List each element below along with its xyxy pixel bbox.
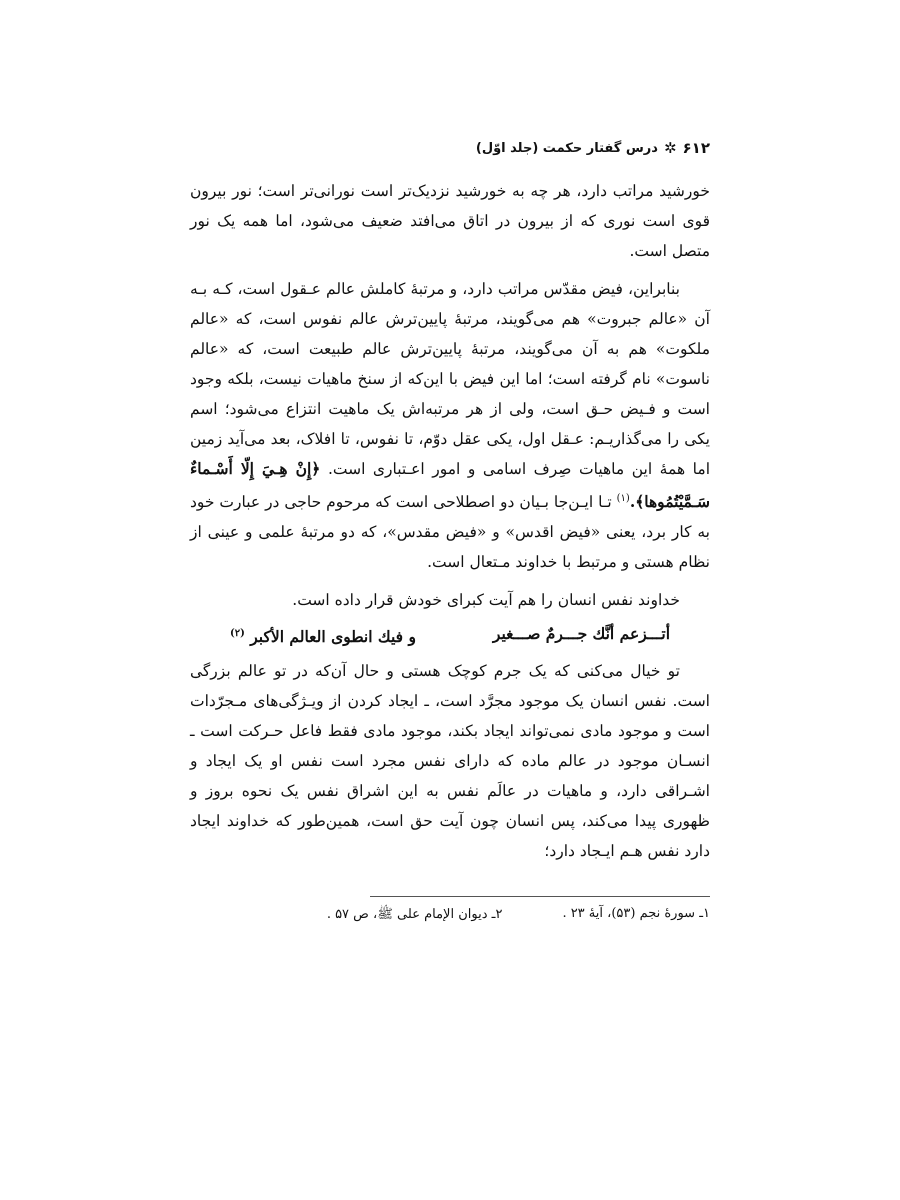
poem-hemistich-left-wrap: [230, 619, 416, 652]
poem-hemistich-right: أتـــزعم أنَّك جـــرمٌ صـــغير: [492, 624, 670, 644]
paragraph-2: [190, 274, 710, 577]
footnotes: [280, 906, 710, 925]
running-header: [475, 136, 710, 160]
poem-hemistich-left: و فيك انطوى العالم الأكبر: [250, 627, 416, 647]
book-title: درس گفتار حکمت (جلد اوّل): [475, 140, 658, 156]
footnote-1: ۱ـ سورهٔ نجم (۵۳)، آیهٔ ۲۳ .: [562, 906, 710, 921]
paragraph-4: تو خیال می‌کنی که یک جرم کوچک هستی و حال آن‌که در تو عالم بزرگی است. نفس انسان یک موجود مجرَّد است، ـ ایجاد کردن از ویـژگی‌های مـجرّدات است و موجود مادی نمی‌تواند ایجاد بکند، موجود مادی فقط فاعل حـرکت است ـ انسـان موجود در عالم ماده که دارای نفس مجرد است نفس او یک ایجاد و اشـراقی دارد، و ماهیات در عالَم نفس به این اشراق نفس یک نحوه بروز و ظهوری پیدا می‌کند، پس انسان چون آیت حق است، همین‌طور که خداوند ایجاد دارد نفس هـم ایـجاد دارد؛: [190, 662, 710, 861]
body-text: [190, 176, 710, 866]
quran-verse: ﴿إِنْ هِـيَ إِلّا أَسْـماءٌ سَـمَّيْتُمُوها﴾.: [190, 459, 710, 512]
page-number: ۶۱۲: [682, 139, 710, 157]
paragraph-2-text-a: بنابراین، فیض مقدّس مراتب دارد، و مرتبهٔ کاملش عالم عـقول است، کـه بـه آن «عالم جبروت» هم می‌گویند، مرتبهٔ پایین‌ترش عالم نفوس است، که «عالم ملکوت» هم به آن می‌گویند، مرتبهٔ پایین‌ترش عالم طبیعت است، که «عالم ناسوت» نام گرفته است؛ اما این فیض با این‌که از سنخ ماهیات نیست، بلکه وجود است و فـیض حـق است، ولی از هر مرتبه‌اش یک ماهیت انتزاع می‌شود؛ اسم یکی را می‌گذاریـم: عـقل اول، یکی عقل دوّم، تا نفوس، تا افلاک، بعد می‌آید زمین اما همهٔ این ماهیات صِرف اسامی و امور اعـتباری است.: [190, 280, 710, 478]
footnote-marker-2: (۲): [230, 628, 245, 640]
footnote-2: ۲ـ دیوان الإمام علی ﷺ، ص ۵۷ .: [326, 907, 503, 922]
paragraph-1: خورشید مراتب دارد، هر چه به خورشید نزدیک‌تر است نورانی‌تر است؛ نور بیرون قوی است نوری که از بیرون در اتاق می‌افتد ضعیف می‌شود، اما همه یک نور متصل است.: [190, 182, 710, 260]
footnote-marker-1: (۱): [616, 493, 630, 504]
flower-ornament-icon: ✲: [663, 138, 677, 157]
footnote-divider: [370, 896, 710, 897]
paragraph-3: خداوند نفس انسان را هم آیت کبرای خودش قرار داده است.: [292, 591, 680, 610]
poem-verse: [190, 619, 710, 652]
paragraph-2-text-b: تـا ایـن‌جا بـیان دو اصطلاحی است که مرحوم حاجی در عبارت خود به کار برد، یعنی «فیض اقدس» و «فیض مقدس»، که دو مرتبهٔ علمی و عینی از نظام هستی و مرتبط با خداوند مـتعال است.: [190, 493, 710, 572]
